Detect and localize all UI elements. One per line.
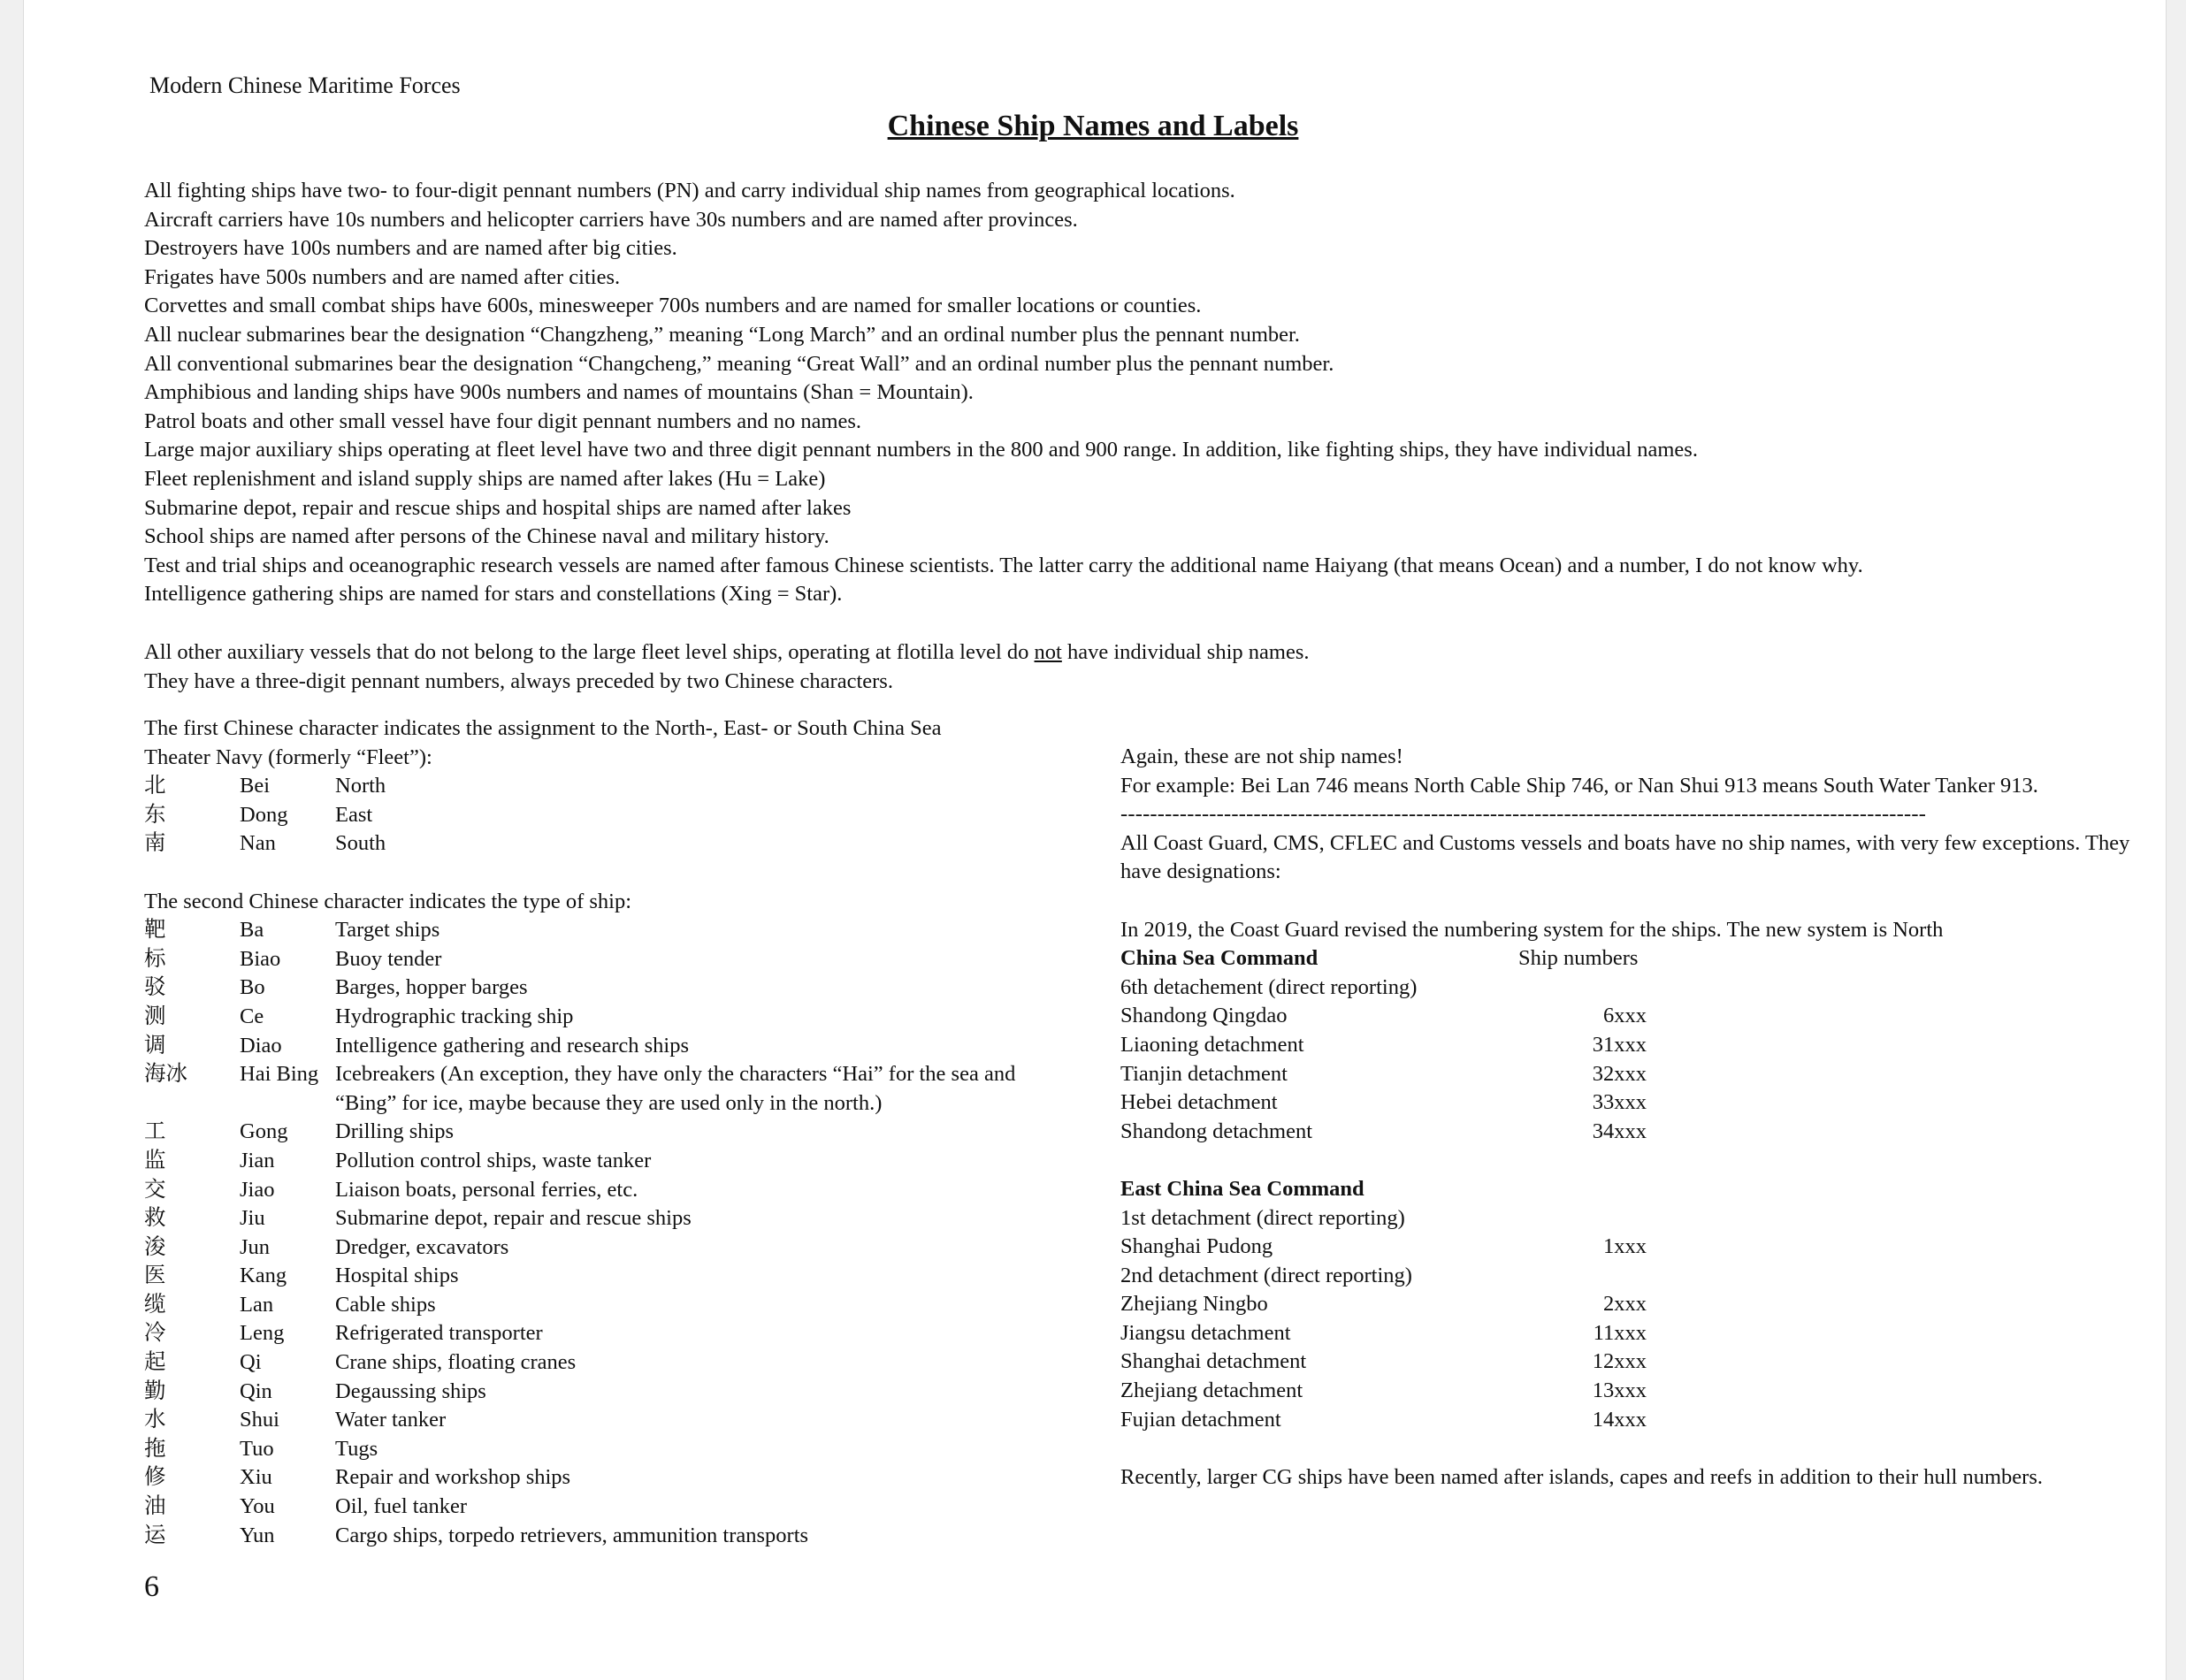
chinese-character: 缆 — [144, 1292, 166, 1317]
detachment-row — [1120, 1060, 2146, 1089]
intro-line: Corvettes and small combat ships have 600s, minesweeper 700s numbers and are named for smaller locations or counties. — [144, 294, 1202, 318]
detachment-name: Shandong detachment — [1120, 1119, 1313, 1143]
char-row — [144, 1176, 1099, 1205]
meaning: Tugs — [335, 1436, 378, 1461]
running-header: Modern Chinese Maritime Forces — [149, 73, 461, 98]
intro-line: Patrol boats and other small vessel have four digit pennant numbers and no names. — [144, 409, 862, 433]
pinyin: Jun — [240, 1234, 271, 1259]
pinyin: Dong — [240, 802, 288, 827]
pinyin: Bo — [240, 975, 265, 1000]
chinese-character: 交 — [144, 1177, 166, 1202]
ship-number-range: 32xxx — [1592, 1061, 1647, 1086]
chinese-character: 油 — [144, 1494, 166, 1519]
again-note: Again, these are not ship names! — [1120, 745, 1403, 768]
first-char-intro: The first Chinese character indicates the assignment to the North-, East- or South China Sea — [144, 716, 942, 740]
pinyin: Jian — [240, 1148, 275, 1172]
intro-line: Fleet replenishment and island supply ships are named after lakes (Hu = Lake) — [144, 466, 826, 491]
chinese-character: 海冰 — [144, 1062, 187, 1087]
recently-note: Recently, larger CG ships have been named after islands, capes and reefs in addition to their hull numbers. — [1120, 1464, 2043, 1489]
meaning: Liaison boats, personal ferries, etc. — [335, 1177, 638, 1202]
chinese-character: 东 — [144, 802, 166, 827]
meaning: Repair and workshop ships — [335, 1465, 571, 1490]
detachment-row — [1120, 1290, 2146, 1319]
pinyin: Tuo — [240, 1436, 274, 1461]
meaning: Intelligence gathering and research ships — [335, 1033, 690, 1058]
pinyin: Xiu — [240, 1465, 272, 1490]
char-row — [144, 829, 1099, 859]
char-row — [144, 1406, 1099, 1435]
intro-line: All conventional submarines bear the designation “Changcheng,” meaning “Great Wall” and an ordinal number plus the pennant number. — [144, 351, 1334, 376]
auxiliary-paragraph — [144, 638, 1310, 696]
ship-number-range: 11xxx — [1593, 1320, 1647, 1345]
detachment-name: Zhejiang Ningbo — [1120, 1292, 1268, 1317]
aux-underlined-word: not — [1034, 640, 1062, 664]
first-char-table — [144, 772, 1099, 859]
meaning: North — [335, 774, 386, 798]
pinyin: Kang — [240, 1264, 287, 1288]
east-command-heading: East China Sea Command — [1120, 1176, 1364, 1201]
chinese-character: 拖 — [144, 1436, 166, 1461]
north-command-table — [1120, 974, 2146, 1147]
meaning: Submarine depot, repair and rescue ships — [335, 1206, 692, 1231]
char-row — [144, 1204, 1099, 1233]
chinese-character: 标 — [144, 946, 166, 971]
pinyin: Lan — [240, 1292, 274, 1317]
ship-number-range: 34xxx — [1592, 1119, 1647, 1143]
first-char-intro-2: Theater Navy (formerly “Fleet”): — [144, 745, 432, 769]
meaning: Hospital ships — [335, 1264, 459, 1288]
chinese-character: 修 — [144, 1465, 166, 1490]
ship-number-range: 2xxx — [1603, 1292, 1647, 1317]
chinese-character: 水 — [144, 1408, 166, 1432]
dash-divider: ------------------------------------------------------------------------------------------------------------- — [1120, 802, 1927, 827]
example-note: For example: Bei Lan 746 means North Cable Ship 746, or Nan Shui 913 means South Water Tanker 913. — [1120, 773, 2038, 798]
chinese-character: 工 — [144, 1119, 166, 1144]
ship-number-range — [1514, 1262, 1647, 1291]
pinyin: Biao — [240, 946, 281, 971]
second-char-intro: The second Chinese character indicates the type of ship: — [144, 889, 632, 913]
ship-number-range — [1514, 1204, 1647, 1233]
intro-line: Large major auxiliary ships operating at fleet level have two and three digit pennant numbers in the 800 and 900 range. In addition, like fighting ships, they have individual names. — [144, 438, 1698, 462]
meaning: Drilling ships — [335, 1119, 455, 1144]
detachment-row — [1120, 1118, 2146, 1147]
pinyin: You — [240, 1494, 275, 1519]
chinese-character: 起 — [144, 1350, 166, 1375]
meaning: East — [335, 802, 373, 827]
ship-number-range — [1514, 974, 1647, 1003]
chinese-character: 浚 — [144, 1234, 166, 1259]
pinyin: Qin — [240, 1378, 272, 1403]
detachment-row — [1120, 1002, 2146, 1031]
detachment-row — [1120, 1319, 2146, 1348]
intro-line: Aircraft carriers have 10s numbers and helicopter carriers have 30s numbers and are named after provinces. — [144, 207, 1078, 232]
chinese-character: 救 — [144, 1206, 166, 1231]
detachment-name: 1st detachment (direct reporting) — [1120, 1205, 1405, 1230]
chinese-character: 北 — [144, 774, 166, 798]
chinese-character: 调 — [144, 1033, 166, 1058]
meaning: Buoy tender — [335, 946, 442, 971]
detachment-row — [1120, 1233, 2146, 1262]
meaning: South — [335, 831, 386, 856]
pinyin: Shui — [240, 1408, 279, 1432]
pinyin: Yun — [240, 1523, 275, 1547]
pinyin: Ce — [240, 1004, 264, 1028]
meaning: Target ships — [335, 918, 440, 943]
intro-paragraph — [144, 177, 1863, 609]
ship-number-range: 6xxx — [1603, 1004, 1647, 1028]
chinese-character: 监 — [144, 1148, 166, 1172]
pinyin: Bei — [240, 774, 271, 798]
pinyin: Leng — [240, 1321, 285, 1346]
char-row — [144, 772, 1099, 801]
meaning: Hydrographic tracking ship — [335, 1004, 574, 1028]
intro-line: Frigates have 500s numbers and are named after cities. — [144, 264, 621, 289]
ship-numbers-label: Ship numbers — [1518, 946, 1639, 971]
detachment-name: Shandong Qingdao — [1120, 1004, 1288, 1028]
detachment-name: Tianjin detachment — [1120, 1061, 1288, 1086]
chinese-character: 冷 — [144, 1321, 166, 1346]
ship-number-range: 13xxx — [1592, 1378, 1647, 1403]
pinyin: Nan — [240, 831, 276, 856]
detachment-name: Fujian detachment — [1120, 1407, 1281, 1432]
pinyin: Qi — [240, 1350, 262, 1375]
char-row — [144, 1118, 1099, 1147]
pinyin: Jiao — [240, 1177, 275, 1202]
char-row — [144, 1493, 1099, 1522]
char-row — [144, 1262, 1099, 1291]
char-row — [144, 1319, 1099, 1348]
meaning: Crane ships, floating cranes — [335, 1350, 577, 1375]
char-row — [144, 1147, 1099, 1176]
meaning: Cable ships — [335, 1292, 436, 1317]
meaning: Icebreakers (An exception, they have only the characters “Hai” for the sea and “Bing” for ice, maybe because they are used only in the north.) — [335, 1062, 1016, 1115]
meaning: Oil, fuel tanker — [335, 1494, 467, 1519]
ship-number-range: 12xxx — [1592, 1349, 1647, 1374]
detachment-row — [1120, 974, 2146, 1003]
revised-note: In 2019, the Coast Guard revised the numbering system for the ships. The new system is North — [1120, 917, 1944, 942]
detachment-row — [1120, 1262, 2146, 1291]
char-row — [144, 1435, 1099, 1464]
pinyin: Diao — [240, 1033, 282, 1058]
char-row — [144, 1348, 1099, 1378]
ship-number-range: 31xxx — [1592, 1032, 1647, 1057]
detachment-row — [1120, 1088, 2146, 1118]
east-command-table — [1120, 1204, 2146, 1435]
aux-text: All other auxiliary vessels that do not belong to the large fleet level ships, operating at flotilla level do — [144, 640, 1035, 664]
second-char-table — [144, 916, 1099, 1550]
ship-number-range: 33xxx — [1592, 1090, 1647, 1115]
meaning: Cargo ships, torpedo retrievers, ammunition transports — [335, 1523, 809, 1547]
char-row — [144, 1032, 1099, 1061]
aux-text-end: have individual ship names. — [1061, 640, 1310, 664]
coast-guard-note: All Coast Guard, CMS, CFLEC and Customs vessels and boats have no ship names, with very few exceptions. They have designations: — [1120, 830, 2130, 884]
chinese-character: 测 — [144, 1004, 166, 1028]
intro-line: All nuclear submarines bear the designation “Changzheng,” meaning “Long March” and an ordinal number plus the pennant number. — [144, 322, 1300, 347]
char-row — [144, 1522, 1099, 1551]
chinese-character: 驳 — [144, 975, 166, 1000]
char-row — [144, 1060, 1099, 1118]
north-command-heading: China Sea Command — [1120, 946, 1318, 971]
meaning: Pollution control ships, waste tanker — [335, 1148, 652, 1172]
pinyin: Ba — [240, 918, 264, 943]
detachment-name: Jiangsu detachment — [1120, 1320, 1291, 1345]
intro-line: Destroyers have 100s numbers and are named after big cities. — [144, 236, 677, 261]
char-row — [144, 801, 1099, 830]
chinese-character: 南 — [144, 831, 166, 856]
intro-line: Amphibious and landing ships have 900s numbers and names of mountains (Shan = Mountain). — [144, 380, 974, 405]
char-row — [144, 974, 1099, 1003]
meaning: Dredger, excavators — [335, 1234, 509, 1259]
detachment-name: 6th detachement (direct reporting) — [1120, 974, 1418, 999]
pinyin: Jiu — [240, 1206, 265, 1231]
chinese-character: 勤 — [144, 1378, 166, 1403]
detachment-row — [1120, 1031, 2146, 1060]
chinese-character: 医 — [144, 1264, 166, 1288]
intro-line: All fighting ships have two- to four-digit pennant numbers (PN) and carry individual ship names from geographical locations. — [144, 179, 1235, 202]
detachment-name: Liaoning detachment — [1120, 1032, 1304, 1057]
detachment-name: Hebei detachment — [1120, 1090, 1278, 1115]
char-row — [144, 1003, 1099, 1032]
page-title: Chinese Ship Names and Labels — [887, 110, 1299, 142]
pinyin: Gong — [240, 1119, 288, 1144]
intro-line: School ships are named after persons of the Chinese naval and military history. — [144, 524, 829, 549]
char-row — [144, 1291, 1099, 1320]
detachment-row — [1120, 1406, 2146, 1435]
char-row — [144, 945, 1099, 974]
char-row — [144, 916, 1099, 945]
detachment-row — [1120, 1377, 2146, 1406]
pinyin: Hai Bing — [240, 1062, 319, 1087]
char-row — [144, 1378, 1099, 1407]
intro-line: Test and trial ships and oceanographic research vessels are named after famous Chinese scientists. The latter carry the additional name Haiyang (that means Ocean) and a number, I do not know why. — [144, 553, 1863, 577]
ship-number-range: 14xxx — [1592, 1407, 1647, 1432]
ship-number-range: 1xxx — [1603, 1234, 1647, 1259]
detachment-name: Zhejiang detachment — [1120, 1378, 1303, 1403]
meaning: Degaussing ships — [335, 1378, 486, 1403]
meaning: Barges, hopper barges — [335, 975, 528, 1000]
intro-line: Submarine depot, repair and rescue ships and hospital ships are named after lakes — [144, 495, 852, 520]
coast-guard-section — [1120, 743, 2146, 1492]
char-row — [144, 1233, 1099, 1263]
aux-line-2: They have a three-digit pennant numbers, always preceded by two Chinese characters. — [144, 668, 893, 693]
detachment-name: 2nd detachment (direct reporting) — [1120, 1263, 1412, 1287]
detachment-row — [1120, 1348, 2146, 1377]
detachment-row — [1120, 1204, 2146, 1233]
page-number: 6 — [144, 1570, 159, 1603]
meaning: Refrigerated transporter — [335, 1321, 543, 1346]
intro-line: Intelligence gathering ships are named for stars and constellations (Xing = Star). — [144, 582, 843, 607]
detachment-name: Shanghai Pudong — [1120, 1234, 1273, 1259]
character-tables — [144, 714, 1099, 1550]
chinese-character: 靶 — [144, 918, 166, 943]
char-row — [144, 1463, 1099, 1493]
chinese-character: 运 — [144, 1523, 166, 1547]
detachment-name: Shanghai detachment — [1120, 1349, 1307, 1374]
meaning: Water tanker — [335, 1408, 447, 1432]
